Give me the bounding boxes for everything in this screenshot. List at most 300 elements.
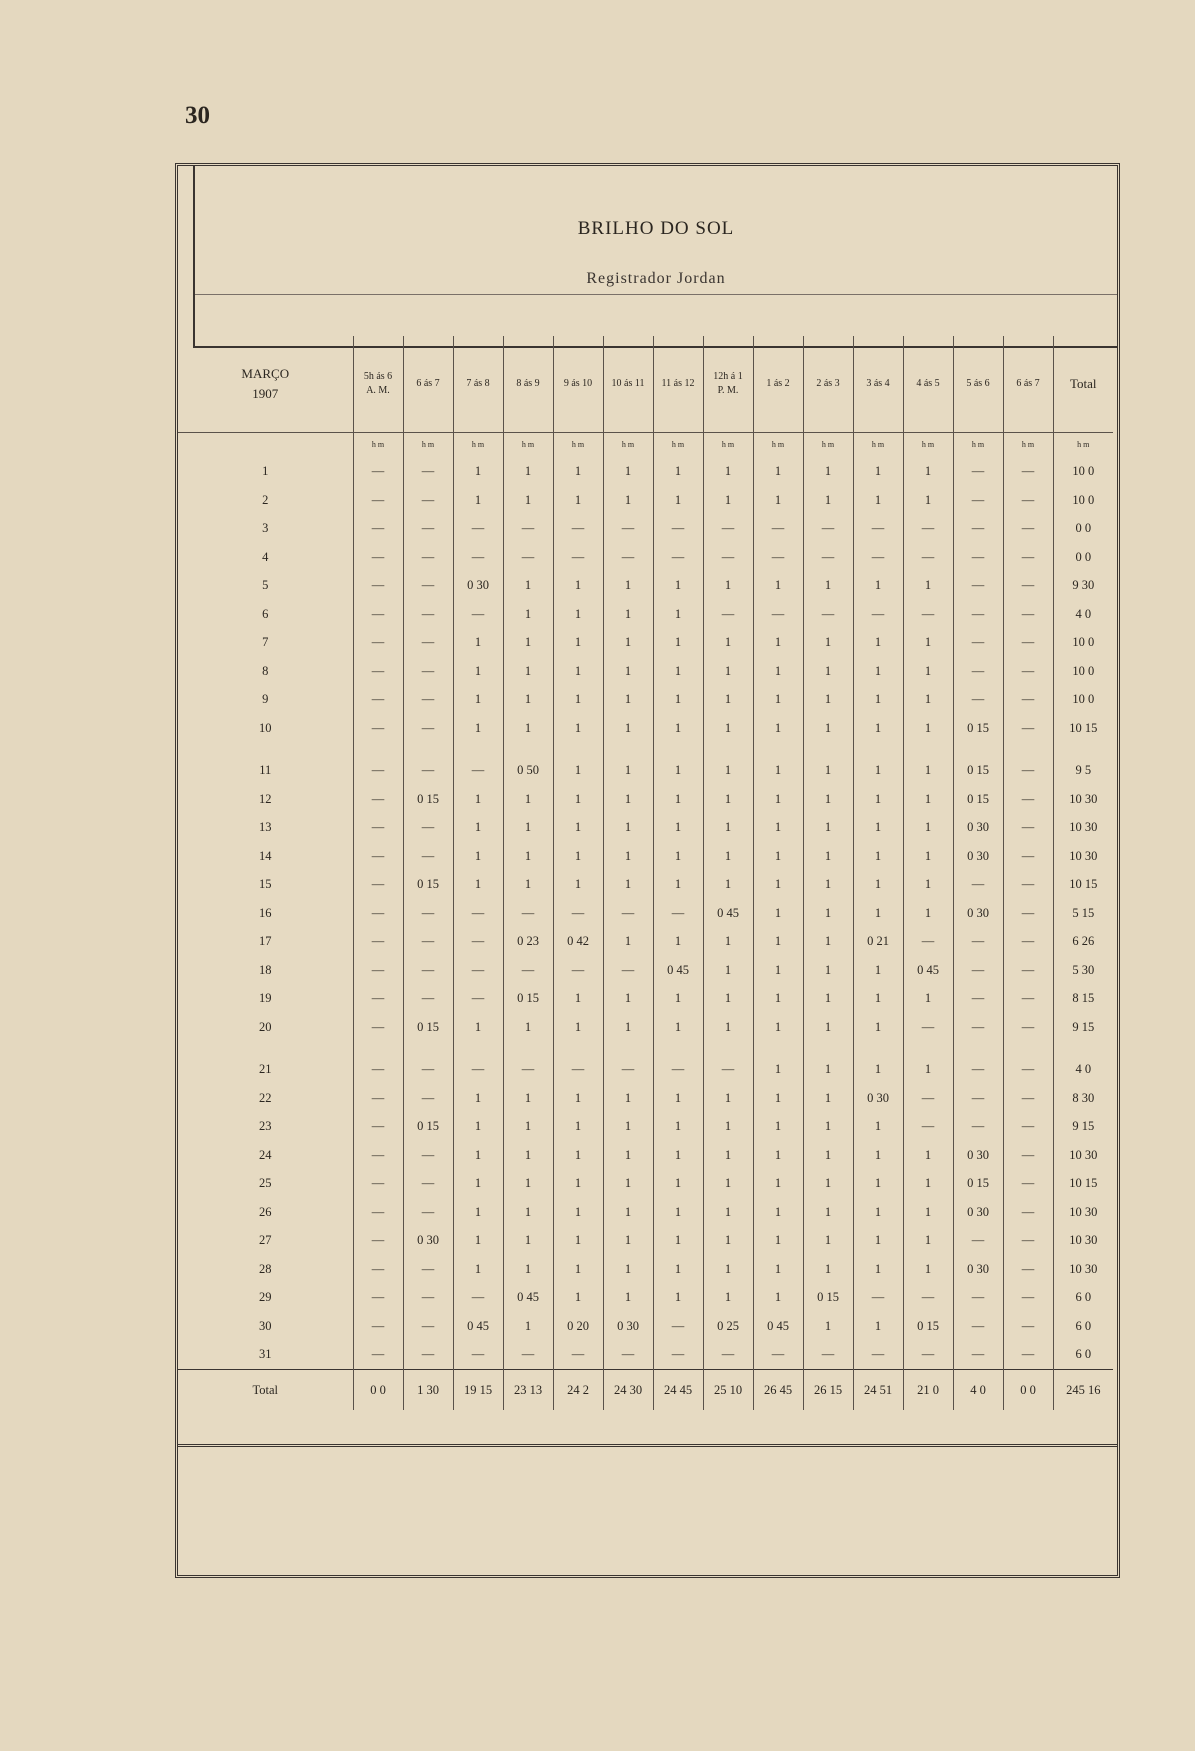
hour-value-cell: 1 [903, 813, 953, 842]
spacer-cell [403, 1041, 453, 1055]
hour-value-cell: — [853, 1340, 903, 1369]
hour-value-cell: 1 [503, 785, 553, 814]
hour-value-cell: — [1003, 1112, 1053, 1141]
hour-value-cell: — [953, 685, 1003, 714]
hour-value-cell: 1 [753, 870, 803, 899]
row-total-cell: 0 0 [1053, 543, 1113, 572]
hour-value-cell: — [403, 984, 453, 1013]
hour-value-cell: 0 45 [653, 956, 703, 985]
day-cell: 3 [262, 521, 269, 535]
spacer-row [178, 742, 1113, 756]
hour-value-cell: 1 [903, 628, 953, 657]
hour-value-cell: — [403, 1283, 453, 1312]
hour-value-cell: 1 [653, 486, 703, 515]
hour-value-cell: 1 [853, 756, 903, 785]
hour-value-cell: — [353, 842, 403, 871]
hour-value-cell: — [603, 543, 653, 572]
hour-value-cell: — [753, 543, 803, 572]
spacer-cell [353, 1041, 403, 1055]
hour-value-cell: — [503, 956, 553, 985]
hour-value-cell: 1 [603, 842, 653, 871]
hour-value-cell: 1 [453, 1198, 503, 1227]
hour-value-cell: — [1003, 1283, 1053, 1312]
hour-value-cell: 1 [803, 457, 853, 486]
table-row [178, 870, 1113, 899]
hour-value-cell: — [353, 1312, 403, 1341]
hour-value-cell: — [953, 571, 1003, 600]
row-total-cell: 10 15 [1053, 714, 1113, 743]
row-total-cell: 10 0 [1053, 628, 1113, 657]
hour-value-cell: 1 [453, 870, 503, 899]
hour-value-cell: 0 30 [953, 1141, 1003, 1170]
hour-value-cell: 1 [803, 756, 853, 785]
hour-value-cell: — [403, 1084, 453, 1113]
hour-value-cell: — [403, 1340, 453, 1369]
table-row [178, 486, 1113, 515]
hour-value-cell: 1 [503, 1312, 553, 1341]
hour-value-cell: — [403, 543, 453, 572]
hour-value-cell: — [953, 600, 1003, 629]
hour-value-cell: 1 [653, 927, 703, 956]
hour-value-cell: 1 [453, 657, 503, 686]
hour-value-cell: 1 [603, 813, 653, 842]
day-cell: 7 [262, 635, 269, 649]
hour-value-cell: 0 15 [953, 785, 1003, 814]
hour-value-cell: 1 [603, 1226, 653, 1255]
hour-value-cell: 1 [903, 1141, 953, 1170]
hour-value-cell: 1 [703, 813, 753, 842]
row-total-cell: 10 0 [1053, 657, 1113, 686]
hour-value-cell: — [353, 1141, 403, 1170]
hour-value-cell: 1 [853, 714, 903, 743]
hour-value-cell: — [1003, 785, 1053, 814]
hour-value-cell: 1 [803, 657, 853, 686]
hour-value-cell: 1 [903, 1255, 953, 1284]
hour-value-cell: 1 [803, 1084, 853, 1113]
hour-value-cell: — [353, 685, 403, 714]
hour-value-cell: 0 20 [553, 1312, 603, 1341]
hour-value-cell: — [1003, 457, 1053, 486]
hour-value-cell: 1 [853, 1055, 903, 1084]
hour-value-cell: 1 [553, 1226, 603, 1255]
unit-label: h m [603, 433, 653, 458]
hour-value-cell: 1 [703, 756, 753, 785]
table-row [178, 813, 1113, 842]
hour-value-cell: 1 [653, 657, 703, 686]
column-total-cell: 26 45 [753, 1369, 803, 1410]
hour-value-cell: 1 [803, 1055, 853, 1084]
hour-value-cell: — [953, 956, 1003, 985]
hour-value-cell: 1 [803, 714, 853, 743]
hour-value-cell: 1 [603, 756, 653, 785]
hour-value-cell: 1 [603, 1283, 653, 1312]
spacer-cell [603, 742, 653, 756]
hour-value-cell: — [953, 1312, 1003, 1341]
hour-value-cell: 1 [453, 457, 503, 486]
hour-value-cell: — [353, 1255, 403, 1284]
hour-value-cell: 1 [553, 1255, 603, 1284]
day-cell: 30 [259, 1318, 272, 1333]
hour-value-cell: — [553, 543, 603, 572]
table-row [178, 1226, 1113, 1255]
table-row [178, 1055, 1113, 1084]
hour-value-cell: — [953, 1226, 1003, 1255]
table-row [178, 514, 1113, 543]
unit-label: h m [1053, 433, 1113, 458]
hour-value-cell: 1 [553, 1112, 603, 1141]
column-total-cell: 25 10 [703, 1369, 753, 1410]
table-row [178, 1340, 1113, 1369]
hour-value-cell: 1 [803, 984, 853, 1013]
hour-value-cell: 1 [453, 1255, 503, 1284]
hour-value-cell: — [803, 543, 853, 572]
hour-value-cell: 1 [453, 1141, 503, 1170]
hour-value-cell: 1 [703, 685, 753, 714]
hour-value-cell: — [453, 543, 503, 572]
spacer-cell [353, 742, 403, 756]
hour-range-label: 4 ás 5 [916, 378, 940, 389]
hour-range-label: 7 ás 8 [466, 378, 490, 389]
row-total-cell: 9 15 [1053, 1013, 1113, 1042]
spacer-cell [178, 1041, 353, 1055]
hour-value-cell: 0 30 [403, 1226, 453, 1255]
hour-value-cell: 1 [603, 927, 653, 956]
hour-value-cell: 1 [903, 785, 953, 814]
hour-value-cell: 1 [653, 714, 703, 743]
hour-value-cell: 1 [503, 1013, 553, 1042]
hour-value-cell: 0 25 [703, 1312, 753, 1341]
hour-value-cell: 1 [853, 956, 903, 985]
hour-value-cell: 1 [853, 1198, 903, 1227]
day-cell: 6 [262, 606, 269, 621]
row-total-cell: 6 0 [1053, 1312, 1113, 1341]
row-total-cell: 10 30 [1053, 1255, 1113, 1284]
hour-value-cell: — [353, 457, 403, 486]
hour-column-header [503, 336, 553, 433]
hour-value-cell: — [953, 457, 1003, 486]
hour-value-cell: 1 [603, 1141, 653, 1170]
day-cell: 12 [259, 791, 272, 806]
hour-value-cell: 0 30 [953, 842, 1003, 871]
table-row [178, 785, 1113, 814]
hour-value-cell: 1 [503, 1141, 553, 1170]
hour-value-cell: 0 30 [953, 1198, 1003, 1227]
hour-value-cell: — [353, 956, 403, 985]
hour-value-cell: — [1003, 1169, 1053, 1198]
row-total-cell: 10 15 [1053, 870, 1113, 899]
hour-value-cell: 1 [503, 685, 553, 714]
table-row [178, 1169, 1113, 1198]
hour-value-cell: 1 [453, 785, 503, 814]
totals-label: Total [178, 1369, 353, 1410]
hour-value-cell: — [953, 984, 1003, 1013]
hour-value-cell: — [353, 813, 403, 842]
spacer-cell [503, 1041, 553, 1055]
hour-value-cell: — [353, 756, 403, 785]
column-total-cell: 23 13 [503, 1369, 553, 1410]
hour-value-cell: — [403, 842, 453, 871]
hour-column-header [853, 336, 903, 433]
hour-range-label: 5 ás 6 [966, 378, 990, 389]
table-row [178, 571, 1113, 600]
hour-value-cell: 1 [753, 1084, 803, 1113]
hour-value-cell: 1 [603, 657, 653, 686]
column-total-cell: 24 45 [653, 1369, 703, 1410]
hour-value-cell: 1 [903, 899, 953, 928]
hour-value-cell: — [1003, 1198, 1053, 1227]
year-label: 1907 [252, 386, 279, 401]
hour-value-cell: 1 [853, 984, 903, 1013]
table-row [178, 1112, 1113, 1141]
hour-value-cell: — [353, 1283, 403, 1312]
spacer-cell [1003, 1041, 1053, 1055]
hour-value-cell: 0 30 [853, 1084, 903, 1113]
hour-value-cell: — [403, 1198, 453, 1227]
hour-value-cell: 1 [703, 956, 753, 985]
hour-value-cell: — [403, 486, 453, 515]
row-total-cell: 5 15 [1053, 899, 1113, 928]
day-cell: 24 [259, 1147, 272, 1162]
day-cell: 16 [259, 905, 272, 920]
hour-column-header [653, 336, 703, 433]
hour-value-cell: 1 [703, 486, 753, 515]
hour-value-cell: — [553, 899, 603, 928]
hour-value-cell: 1 [703, 984, 753, 1013]
hour-value-cell: 1 [553, 628, 603, 657]
hour-value-cell: 1 [853, 1169, 903, 1198]
hour-value-cell: 1 [703, 1013, 753, 1042]
hour-value-cell: — [403, 628, 453, 657]
hour-value-cell: — [1003, 571, 1053, 600]
hour-value-cell: 1 [703, 1283, 753, 1312]
hour-value-cell: 1 [703, 1169, 753, 1198]
hour-value-cell: — [403, 714, 453, 743]
hour-value-cell: — [1003, 1340, 1053, 1369]
hour-value-cell: 1 [553, 714, 603, 743]
hour-value-cell: 1 [703, 1141, 753, 1170]
hour-value-cell: 1 [803, 899, 853, 928]
unit-label: h m [653, 433, 703, 458]
unit-label: h m [703, 433, 753, 458]
hour-column-header [1003, 336, 1053, 433]
unit-label: h m [853, 433, 903, 458]
hour-column-header [753, 336, 803, 433]
hour-value-cell: — [703, 600, 753, 629]
day-cell: 22 [259, 1090, 272, 1105]
hour-value-cell: 1 [803, 927, 853, 956]
hour-value-cell: 1 [703, 1112, 753, 1141]
hour-value-cell: 1 [853, 842, 903, 871]
hour-value-cell: 1 [653, 785, 703, 814]
units-spacer [178, 433, 353, 458]
hour-value-cell: 1 [653, 984, 703, 1013]
spacer-cell [903, 742, 953, 756]
table-row [178, 1312, 1113, 1341]
hour-value-cell: 1 [803, 685, 853, 714]
hour-value-cell: — [853, 1283, 903, 1312]
hour-value-cell: 1 [503, 571, 553, 600]
hour-value-cell: 1 [603, 457, 653, 486]
hour-value-cell: — [803, 1340, 853, 1369]
hour-value-cell: 1 [853, 1112, 903, 1141]
hour-value-cell: 0 15 [403, 1013, 453, 1042]
hour-value-cell: — [353, 543, 403, 572]
hour-value-cell: 1 [803, 571, 853, 600]
page-title: BRILHO DO SOL [577, 218, 735, 239]
hour-value-cell: 1 [753, 1255, 803, 1284]
hour-value-cell: 1 [903, 1169, 953, 1198]
spacer-cell [178, 742, 353, 756]
hour-value-cell: 1 [853, 486, 903, 515]
hour-value-cell: — [353, 1112, 403, 1141]
hour-column-header [703, 336, 753, 433]
hour-column-header [403, 336, 453, 433]
row-total-cell: 4 0 [1053, 1055, 1113, 1084]
hour-value-cell: — [553, 514, 603, 543]
hour-value-cell: 1 [803, 1198, 853, 1227]
spacer-cell [553, 1041, 603, 1055]
spacer-cell [1003, 742, 1053, 756]
hour-value-cell: 1 [753, 1283, 803, 1312]
day-cell: 9 [262, 692, 269, 706]
hour-value-cell: 1 [703, 870, 753, 899]
hour-value-cell: 0 15 [503, 984, 553, 1013]
table-row [178, 1013, 1113, 1042]
hour-value-cell: — [903, 1283, 953, 1312]
hour-value-cell: 1 [603, 984, 653, 1013]
hour-value-cell: 1 [553, 1141, 603, 1170]
hour-value-cell: 1 [603, 628, 653, 657]
sunshine-table [178, 336, 1113, 1410]
hour-value-cell: 1 [453, 486, 503, 515]
row-total-cell: 10 30 [1053, 785, 1113, 814]
hour-value-cell: 1 [603, 1198, 653, 1227]
hour-value-cell: 0 15 [403, 870, 453, 899]
page-subtitle: Registrador Jordan [586, 270, 726, 287]
hour-value-cell: 1 [903, 685, 953, 714]
hour-value-cell: 1 [603, 571, 653, 600]
hour-value-cell: 1 [503, 1255, 553, 1284]
hour-value-cell: — [903, 1340, 953, 1369]
hour-value-cell: 1 [653, 571, 703, 600]
hour-value-cell: 1 [703, 785, 753, 814]
row-total-cell: 10 30 [1053, 813, 1113, 842]
day-cell: 26 [259, 1204, 272, 1219]
hour-value-cell: 1 [753, 657, 803, 686]
hour-value-cell: 1 [603, 1112, 653, 1141]
hour-value-cell: — [403, 657, 453, 686]
table-row [178, 657, 1113, 686]
hour-value-cell: 1 [703, 1084, 753, 1113]
table-row [178, 685, 1113, 714]
hour-value-cell: — [403, 1169, 453, 1198]
hour-value-cell: 1 [653, 1141, 703, 1170]
hour-value-cell: 1 [503, 714, 553, 743]
hour-value-cell: — [403, 756, 453, 785]
unit-label: h m [503, 433, 553, 458]
day-cell: 2 [262, 492, 269, 507]
hour-value-cell: 1 [803, 813, 853, 842]
hour-value-cell: 1 [603, 870, 653, 899]
hour-value-cell: 0 21 [853, 927, 903, 956]
hour-value-cell: — [403, 899, 453, 928]
hour-value-cell: — [453, 984, 503, 1013]
hour-value-cell: 1 [703, 657, 753, 686]
hour-value-cell: 1 [553, 486, 603, 515]
hour-value-cell: 1 [903, 486, 953, 515]
day-cell: 10 [259, 720, 272, 735]
day-cell: 25 [259, 1176, 272, 1190]
hour-value-cell: 1 [503, 870, 553, 899]
month-year-header [178, 336, 353, 433]
hour-value-cell: — [403, 1312, 453, 1341]
table-header-box [193, 166, 1117, 348]
hour-value-cell: — [803, 600, 853, 629]
hour-value-cell: 1 [853, 1255, 903, 1284]
hour-value-cell: — [653, 1055, 703, 1084]
hour-value-cell: — [603, 514, 653, 543]
table-row [178, 927, 1113, 956]
hour-value-cell: 1 [653, 842, 703, 871]
day-cell: 4 [262, 549, 269, 564]
hour-value-cell: 1 [553, 600, 603, 629]
hour-value-cell: 1 [453, 685, 503, 714]
hour-value-cell: 1 [553, 756, 603, 785]
column-total-cell: 26 15 [803, 1369, 853, 1410]
hour-value-cell: 0 30 [953, 813, 1003, 842]
hour-value-cell: — [403, 927, 453, 956]
hour-value-cell: 1 [453, 714, 503, 743]
hour-value-cell: — [453, 600, 503, 629]
hour-value-cell: — [703, 514, 753, 543]
hour-value-cell: — [953, 1112, 1003, 1141]
day-cell: 5 [262, 578, 269, 592]
hour-column-header [353, 336, 403, 433]
hour-value-cell: — [1003, 813, 1053, 842]
hour-value-cell: 1 [753, 899, 803, 928]
hour-value-cell: — [353, 514, 403, 543]
hour-value-cell: — [503, 899, 553, 928]
hour-value-cell: 1 [903, 1198, 953, 1227]
hour-value-cell: 1 [653, 1226, 703, 1255]
hour-value-cell: 1 [803, 870, 853, 899]
hour-value-cell: 0 45 [753, 1312, 803, 1341]
hour-value-cell: 1 [753, 486, 803, 515]
row-total-cell: 8 30 [1053, 1084, 1113, 1113]
hour-value-cell: 1 [553, 1198, 603, 1227]
hour-value-cell: 1 [603, 685, 653, 714]
hour-value-cell: 0 45 [503, 1283, 553, 1312]
table-row [178, 1255, 1113, 1284]
row-total-cell: 9 5 [1053, 756, 1113, 785]
hour-value-cell: 1 [503, 1084, 553, 1113]
hour-value-cell: 1 [553, 685, 603, 714]
hour-value-cell: 1 [653, 628, 703, 657]
table-row [178, 1198, 1113, 1227]
column-total-cell: 21 0 [903, 1369, 953, 1410]
table-row [178, 956, 1113, 985]
hour-column-header [603, 336, 653, 433]
hour-value-cell: 1 [853, 785, 903, 814]
hour-value-cell: 1 [903, 984, 953, 1013]
hour-value-cell: 0 15 [803, 1283, 853, 1312]
day-cell: 17 [259, 934, 272, 948]
row-total-cell: 9 15 [1053, 1112, 1113, 1141]
hour-value-cell: — [703, 1340, 753, 1369]
hour-value-cell: 1 [653, 457, 703, 486]
spacer-cell [653, 1041, 703, 1055]
hour-value-cell: — [453, 1340, 503, 1369]
